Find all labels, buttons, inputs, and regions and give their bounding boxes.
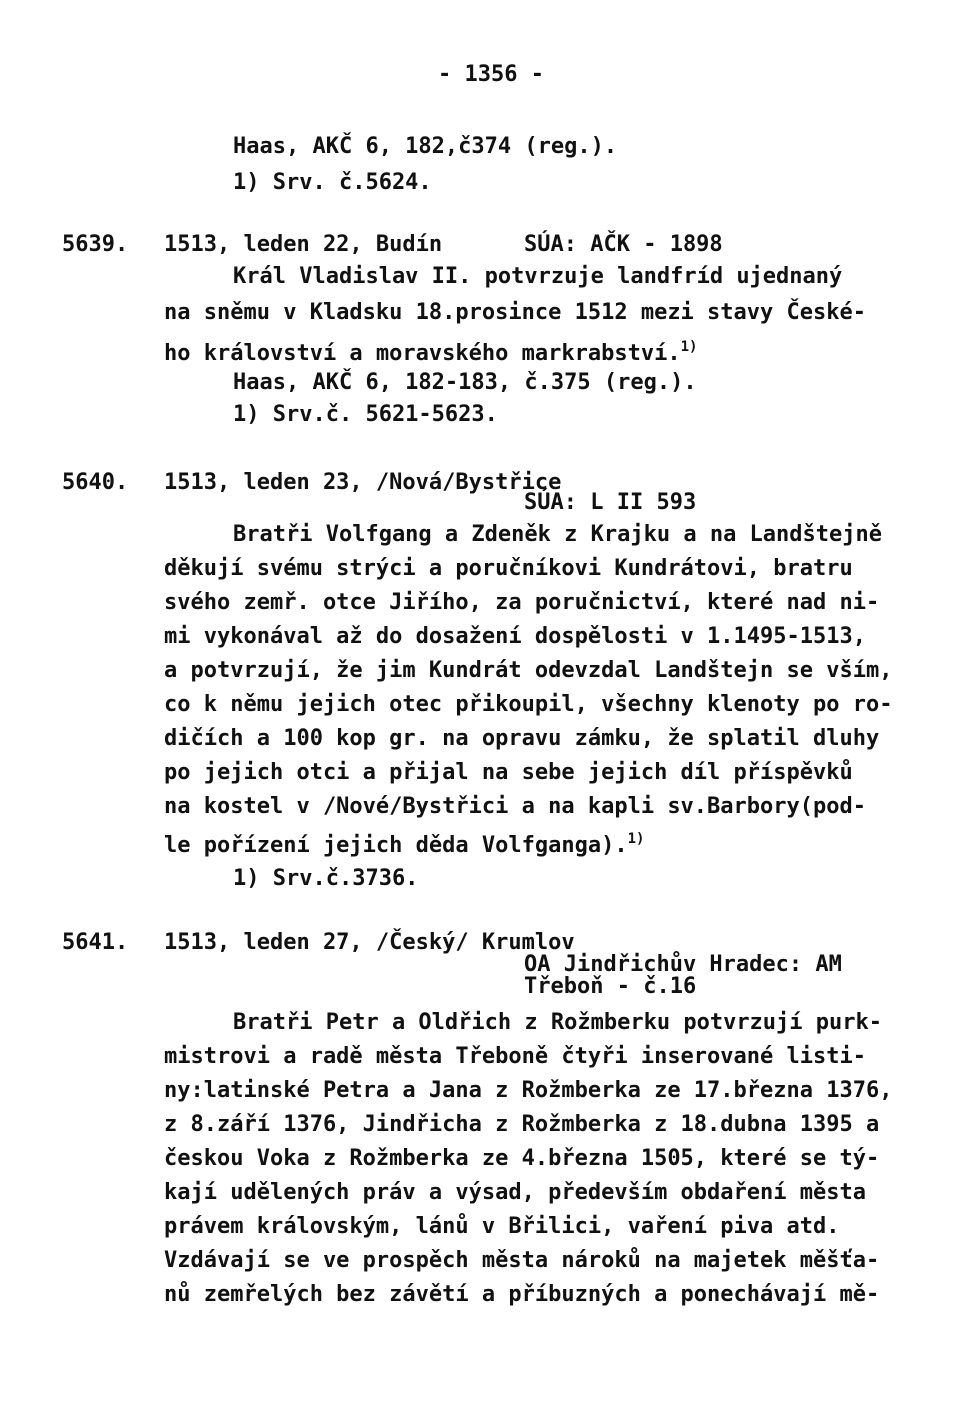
entry-text-line: Bratři Volfgang a Zdeněk z Krajku a na Landštejně (233, 522, 883, 547)
entry-archive: Třeboň - č.16 (524, 974, 697, 999)
entry-text-line: českou Voka z Rožmberka ze 4.března 1505, které se tý- (164, 1146, 880, 1171)
entry-citation: Haas, AKČ 6, 182-183, č.375 (reg.). (233, 370, 697, 395)
entry-text-line: co k němu jejich otec přikoupil, všechny klenoty po ro- (164, 692, 893, 717)
entry-text-line: děkují svému strýci a poručníkovi Kundrátovi, bratru (164, 556, 853, 581)
entry-text-line: Bratři Petr a Oldřich z Rožmberku potvrzují purk- (233, 1010, 883, 1035)
entry-header: 1513, leden 22, Budín (164, 232, 443, 257)
footnote-mark: 1) (627, 831, 645, 847)
entry-text-line: ho království a moravského markrabství.$^{1)}$ (164, 339, 698, 366)
footnote-mark: 1) (680, 339, 698, 355)
entry-archive: SÚA: AČK - 1898 (524, 232, 723, 257)
entry-text-line: mi vykonával až do dosažení dospělosti v 1.1495-1513, (164, 624, 866, 649)
entry-text-line: na sněmu v Kladsku 18.prosince 1512 mezi stavy České- (164, 300, 866, 325)
entry-text-line: právem královským, lánů v Břilici, vaření piva atd. (164, 1214, 840, 1239)
entry-text-line: mistrovi a radě města Třeboně čtyři inserované listi- (164, 1044, 866, 1069)
entry-archive: OA Jindřichův Hradec: AM (524, 952, 842, 977)
entry-text-line: nů zemřelých bez závětí a příbuzných a ponechávají mě- (164, 1282, 880, 1307)
entry-text-line: svého zemř. otce Jiřího, za poručnictví, které nad ni- (164, 590, 880, 615)
entry-number: 5639. (62, 232, 129, 257)
entry-text-line: Král Vladislav II. potvrzuje landfríd ujednaný (233, 264, 843, 289)
entry-footnote: 1) Srv.č.3736. (233, 866, 419, 891)
entry-text-line: le pořízení jejich děda Volfganga).$^{1)}$ (164, 831, 645, 858)
entry-text-line: dičích a 100 kop gr. na opravu zámku, že splatil dluhy (164, 726, 880, 751)
entry-header: 1513, leden 27, /Český/ Krumlov (164, 930, 575, 955)
entry-text-line: ny:latinské Petra a Jana z Rožmberka ze 17.března 1376, (164, 1078, 893, 1103)
entry-header: 1513, leden 23, /Nová/Bystřice (164, 470, 562, 495)
entry-archive: SÚA: L II 593 (524, 490, 697, 515)
prev-footnote: 1) Srv. č.5624. (233, 170, 432, 195)
entry-number: 5640. (62, 470, 129, 495)
entry-text-line: z 8.září 1376, Jindřicha z Rožmberka z 18.dubna 1395 a (164, 1112, 880, 1137)
page-number: - 1356 - (438, 62, 544, 87)
entry-number: 5641. (62, 930, 129, 955)
entry-text-line: a potvrzují, že jim Kundrát odevzdal Landštejn se vším, (164, 658, 893, 683)
entry-text-line: Vzdávají se ve prospěch města nároků na majetek měšťa- (164, 1248, 880, 1273)
entry-text-line: po jejich otci a přijal na sebe jejich díl příspěvků (164, 760, 853, 785)
entry-text-line: na kostel v /Nové/Bystřici a na kapli sv.Barbory(pod- (164, 794, 866, 819)
entry-text-line: kají udělených práv a výsad, především obdaření města (164, 1180, 866, 1205)
entry-footnote: 1) Srv.č. 5621-5623. (233, 402, 498, 427)
prev-citation: Haas, AKČ 6, 182,č374 (reg.). (233, 134, 618, 159)
